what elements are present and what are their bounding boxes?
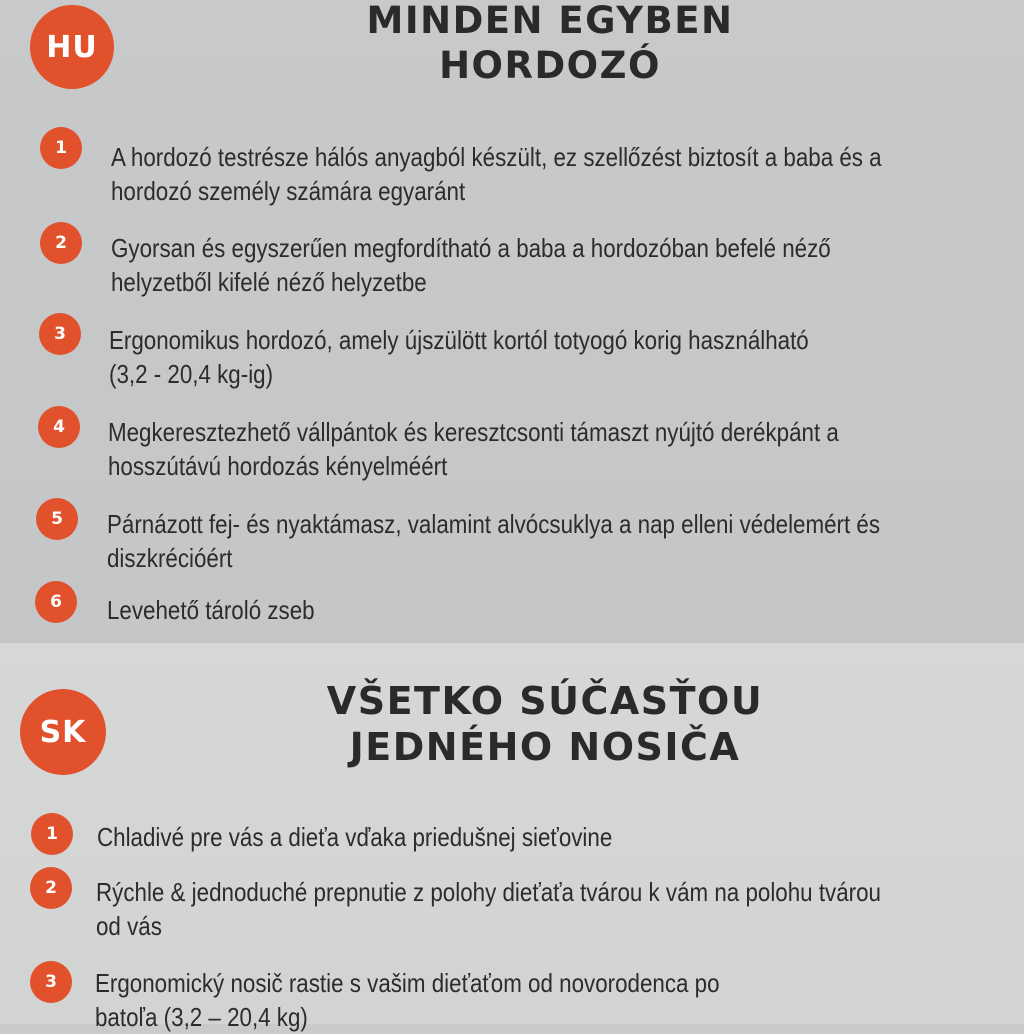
list-item-text <box>108 415 839 483</box>
text-line: Megkeresztezhető vállpántok és keresztcsonti támaszt nyújtó derékpánt a <box>108 417 839 447</box>
sk-heading-line-1: VŠETKO SÚČASŤOU <box>326 679 764 723</box>
sk-heading <box>280 678 810 771</box>
number-badge: 4 <box>38 406 80 448</box>
number-badge: 3 <box>30 961 72 1003</box>
number-badge: 5 <box>36 498 78 540</box>
list-item-text <box>97 820 612 854</box>
text-line: diszkrécióért <box>107 543 233 573</box>
hu-language-badge: HU <box>30 5 114 89</box>
text-line: Ergonomický nosič rastie s vašim dieťaťom od novorodenca po <box>95 968 720 998</box>
text-line: hosszútávú hordozás kényelméért <box>108 451 448 481</box>
text-line: Chladivé pre vás a dieťa vďaka priedušnej sieťovine <box>97 822 613 852</box>
list-item-text <box>107 507 880 575</box>
number-badge: 2 <box>40 222 82 264</box>
number-badge: 6 <box>35 581 77 623</box>
text-line: Rýchle & jednoduché prepnutie z polohy dieťaťa tvárou k vám na polohu tvárou <box>96 877 881 907</box>
text-line: Gyorsan és egyszerűen megfordítható a baba a hordozóban befelé néző <box>111 233 831 263</box>
hu-heading-line-2: HORDOZÓ <box>439 44 661 88</box>
list-item-text <box>111 140 882 208</box>
text-line: (3,2 - 20,4 kg-ig) <box>109 359 274 389</box>
text-line: A hordozó testrésze hálós anyagból készült, ez szellőzést biztosít a baba és a <box>111 142 882 172</box>
list-item-text <box>107 593 315 627</box>
text-line: Párnázott fej- és nyaktámasz, valamint alvócsuklya a nap elleni védelemért és <box>107 509 881 539</box>
sk-section <box>0 643 1024 1032</box>
sk-language-badge: SK <box>20 689 106 775</box>
list-item-text <box>111 231 831 299</box>
text-line: od vás <box>96 911 162 941</box>
text-line: hordozó személy számára egyaránt <box>111 176 466 206</box>
number-badge: 1 <box>31 813 73 855</box>
number-badge: 2 <box>30 867 72 909</box>
hu-heading-line-1: MINDEN EGYBEN <box>366 0 734 42</box>
list-item-text <box>109 323 809 391</box>
hu-heading <box>300 0 800 88</box>
number-badge: 3 <box>39 313 81 355</box>
list-item-text <box>96 875 881 943</box>
text-line: helyzetből kifelé néző helyzetbe <box>111 267 427 297</box>
text-line: Levehető tároló zseb <box>107 595 315 625</box>
text-line: Ergonomikus hordozó, amely újszülött kortól totyogó korig használható <box>109 325 809 355</box>
sk-heading-line-2: JEDNÉHO NOSIČA <box>349 725 741 770</box>
number-badge: 1 <box>40 127 82 169</box>
text-line: batoľa (3,2 – 20,4 kg) <box>95 1002 308 1032</box>
